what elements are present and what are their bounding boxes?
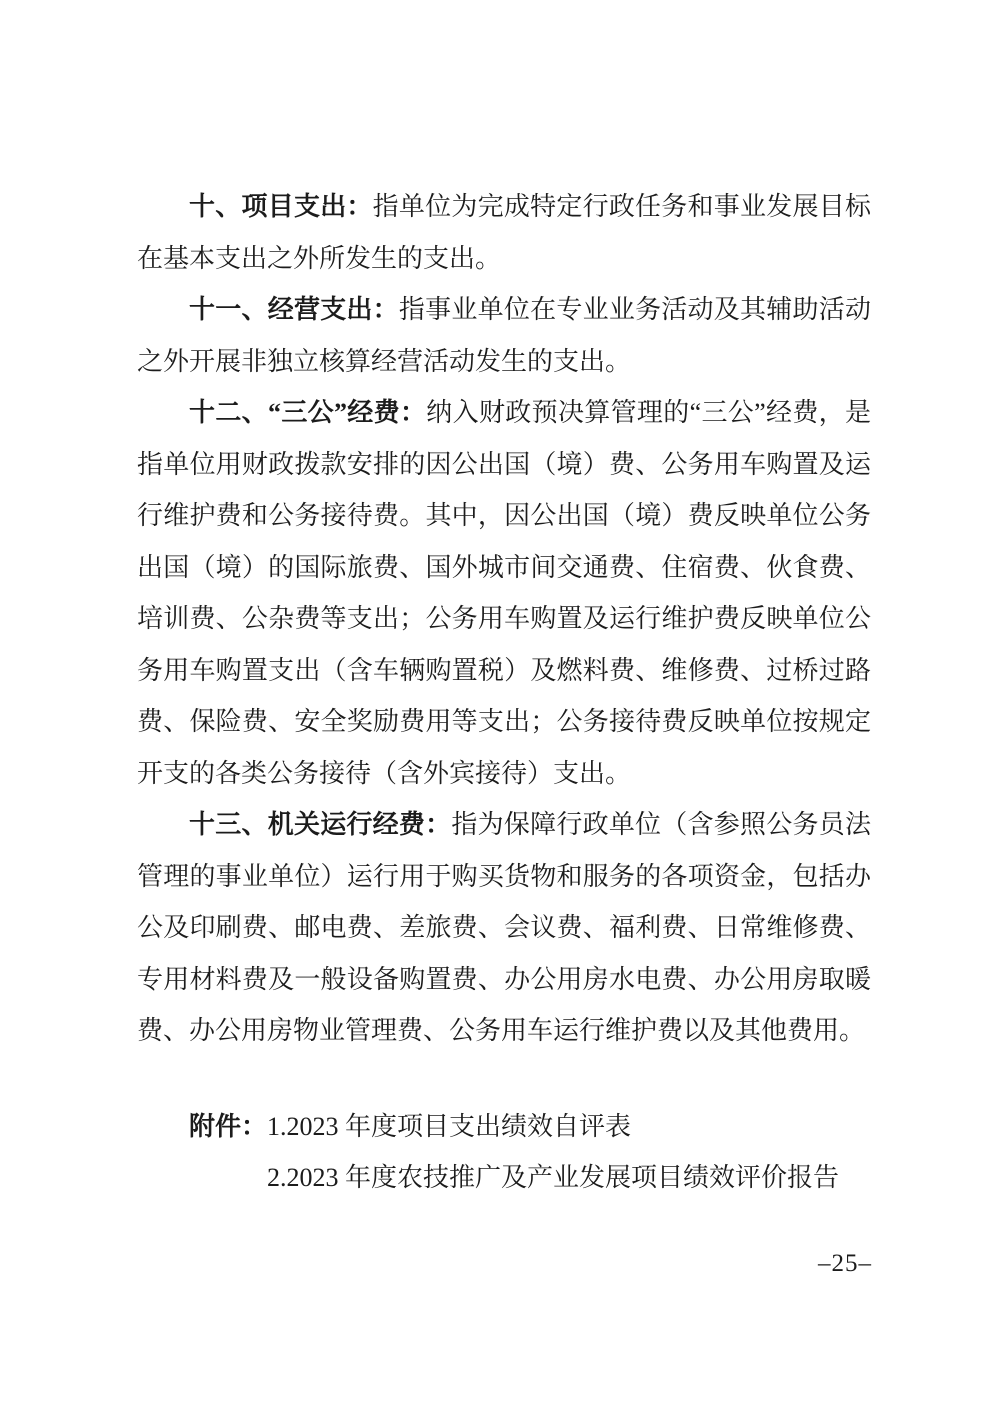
paragraph-item-13-agency-operating-funds — [137, 799, 871, 1057]
paragraph-item-12-three-public-funds — [137, 387, 871, 799]
paragraph-text: 指单位为完成特定行政任务和事业发展目标在基本支出之外所发生的支出。 — [137, 192, 871, 273]
attachments-label: 附件： — [189, 1111, 268, 1141]
paragraph-text: 指为保障行政单位（含参照公务员法管理的事业单位）运行用于购买货物和服务的各项资金，包括办公及印刷费、邮电费、差旅费、会议费、福利费、日常维修费、专用材料费及一般设备购置费、办公用房水电费、办公用房取暖费、办公用房物业管理费、公务用车运行维护费以及其他费用。 — [137, 810, 871, 1045]
attachment-line-2 — [137, 1152, 871, 1204]
attachment-item-1: 1.2023 年度项目支出绩效自评表 — [267, 1111, 632, 1141]
paragraph-text: 纳入财政预决算管理的“三公”经费，是指单位用财政拨款安排的因公出国（境）费、公务用车购置及运行维护费和公务接待费。其中，因公出国（境）费反映单位公务出国（境）的国际旅费、国外城市间交通费、住宿费、伙食费、培训费、公杂费等支出；公务用车购置及运行维护费反映单位公务用车购置支出（含车辆购置税）及燃料费、维修费、过桥过路费、保险费、安全奖励费用等支出；公务接待费反映单位按规定开支的各类公务接待（含外宾接待）支出。 — [137, 398, 871, 788]
attachment-line-1 — [137, 1101, 871, 1153]
attachments-block — [137, 1101, 871, 1204]
paragraph-lead: 十一、经营支出： — [189, 295, 399, 324]
attachment-item-2: 2.2023 年度农技推广及产业发展项目绩效评价报告 — [267, 1163, 840, 1192]
paragraph-lead: 十、项目支出： — [189, 192, 373, 221]
paragraph-lead: 十二、“三公”经费： — [189, 398, 427, 427]
paragraph-lead: 十三、机关运行经费： — [189, 810, 452, 839]
paragraph-item-10-project-expenditure — [137, 181, 871, 284]
paragraph-text: 指事业单位在专业业务活动及其辅助活动之外开展非独立核算经营活动发生的支出。 — [137, 295, 871, 376]
page-number: –25– — [818, 1250, 872, 1277]
document-body — [137, 181, 871, 1204]
paragraph-item-11-operating-expenditure — [137, 284, 871, 387]
